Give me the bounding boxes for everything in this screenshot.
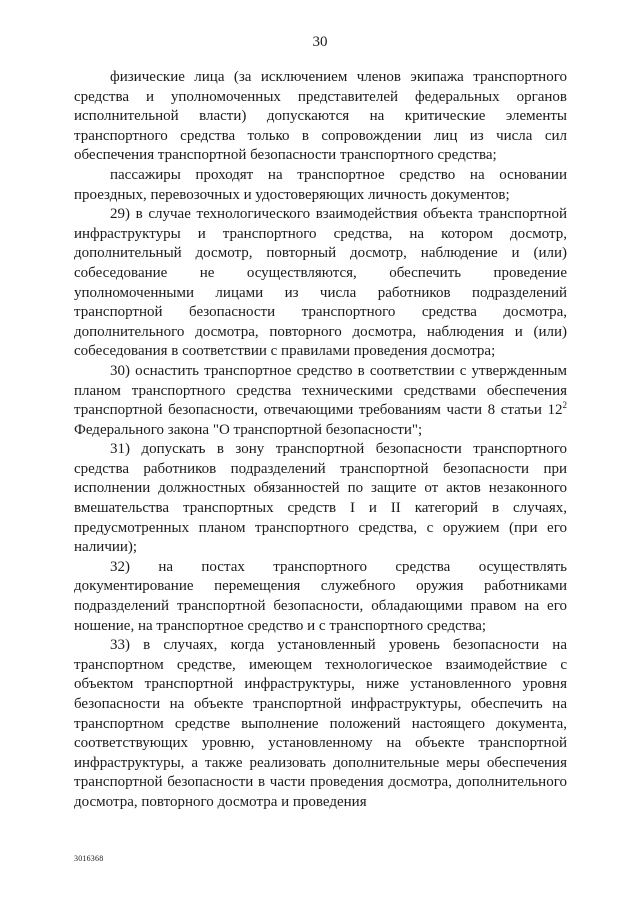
document-body [74, 68, 567, 813]
paragraph-passengers: пассажиры проходят на транспортное средство на основании проездных, перевозочных и удостоверяющих личность документов; [74, 166, 567, 203]
document-code: 3016368 [74, 854, 104, 863]
paragraph-physical-persons: физические лица (за исключением членов экипажа транспортного средства и уполномоченных представителей федеральных органов исполнительной власти) допускаются на критические элементы транспортного средства только в сопровождении лиц из числа сил обеспечения транспортной безопасности транспортного средства; [74, 69, 567, 164]
paragraph-item-32: 32) на постах транспортного средства осуществлять документирование перемещения служебного оружия работниками подразделений транспортной безопасности, обладающими правом на его ношение, на транспортное средство и с транспортного средства; [74, 558, 567, 634]
paragraph-item-30 [74, 362, 567, 440]
paragraph-item-31: 31) допускать в зону транспортной безопасности транспортного средства работников подразделений транспортной безопасности при исполнении должностных обязанностей по защите от актов незаконного вмешательства транспортных средств I и II категорий в случаях, предусмотренных планом транспортного средства, с оружием (при его наличии); [74, 441, 567, 556]
paragraph-item-33: 33) в случаях, когда установленный уровень безопасности на транспортном средстве, имеющем технологическое взаимодействие с объектом транспортной инфраструктуры, ниже установленного уровня безопасности на объекте транспортной инфраструктуры, обеспечить на транспортном средстве выполнение положений настоящего документа, соответствующих уровню, установленному на объекте транспортной инфраструктуры, а также реализовать дополнительные меры обеспечения транспортной безопасности в части проведения досмотра, дополнительного досмотра, повторного досмотра и проведения [74, 637, 567, 810]
paragraph-item-30-text: 30) оснастить транспортное средство в соответствии с утвержденным планом транспортного средства техническими средствами обеспечения транспортной безопасности, отвечающими требованиям части 8 статьи 12 [74, 362, 567, 419]
paragraph-item-30-text-end: Федерального закона "О транспортной безопасности"; [74, 421, 423, 438]
page-number: 30 [312, 34, 328, 50]
paragraph-item-29: 29) в случае технологического взаимодействия объекта транспортной инфраструктуры и транспортного средства, на котором досмотр, дополнительный досмотр, повторный досмотр, наблюдение и (или) собеседование не осуществляются, обеспечить проведение уполномоченными лицами из числа работников подразделений транспортной безопасности транспортного средства досмотра, дополнительного досмотра, повторного досмотра, наблюдения и (или) собеседования в соответствии с правилами проведения досмотра; [74, 206, 567, 360]
paragraph-item-30-superscript: 2 [562, 400, 567, 411]
